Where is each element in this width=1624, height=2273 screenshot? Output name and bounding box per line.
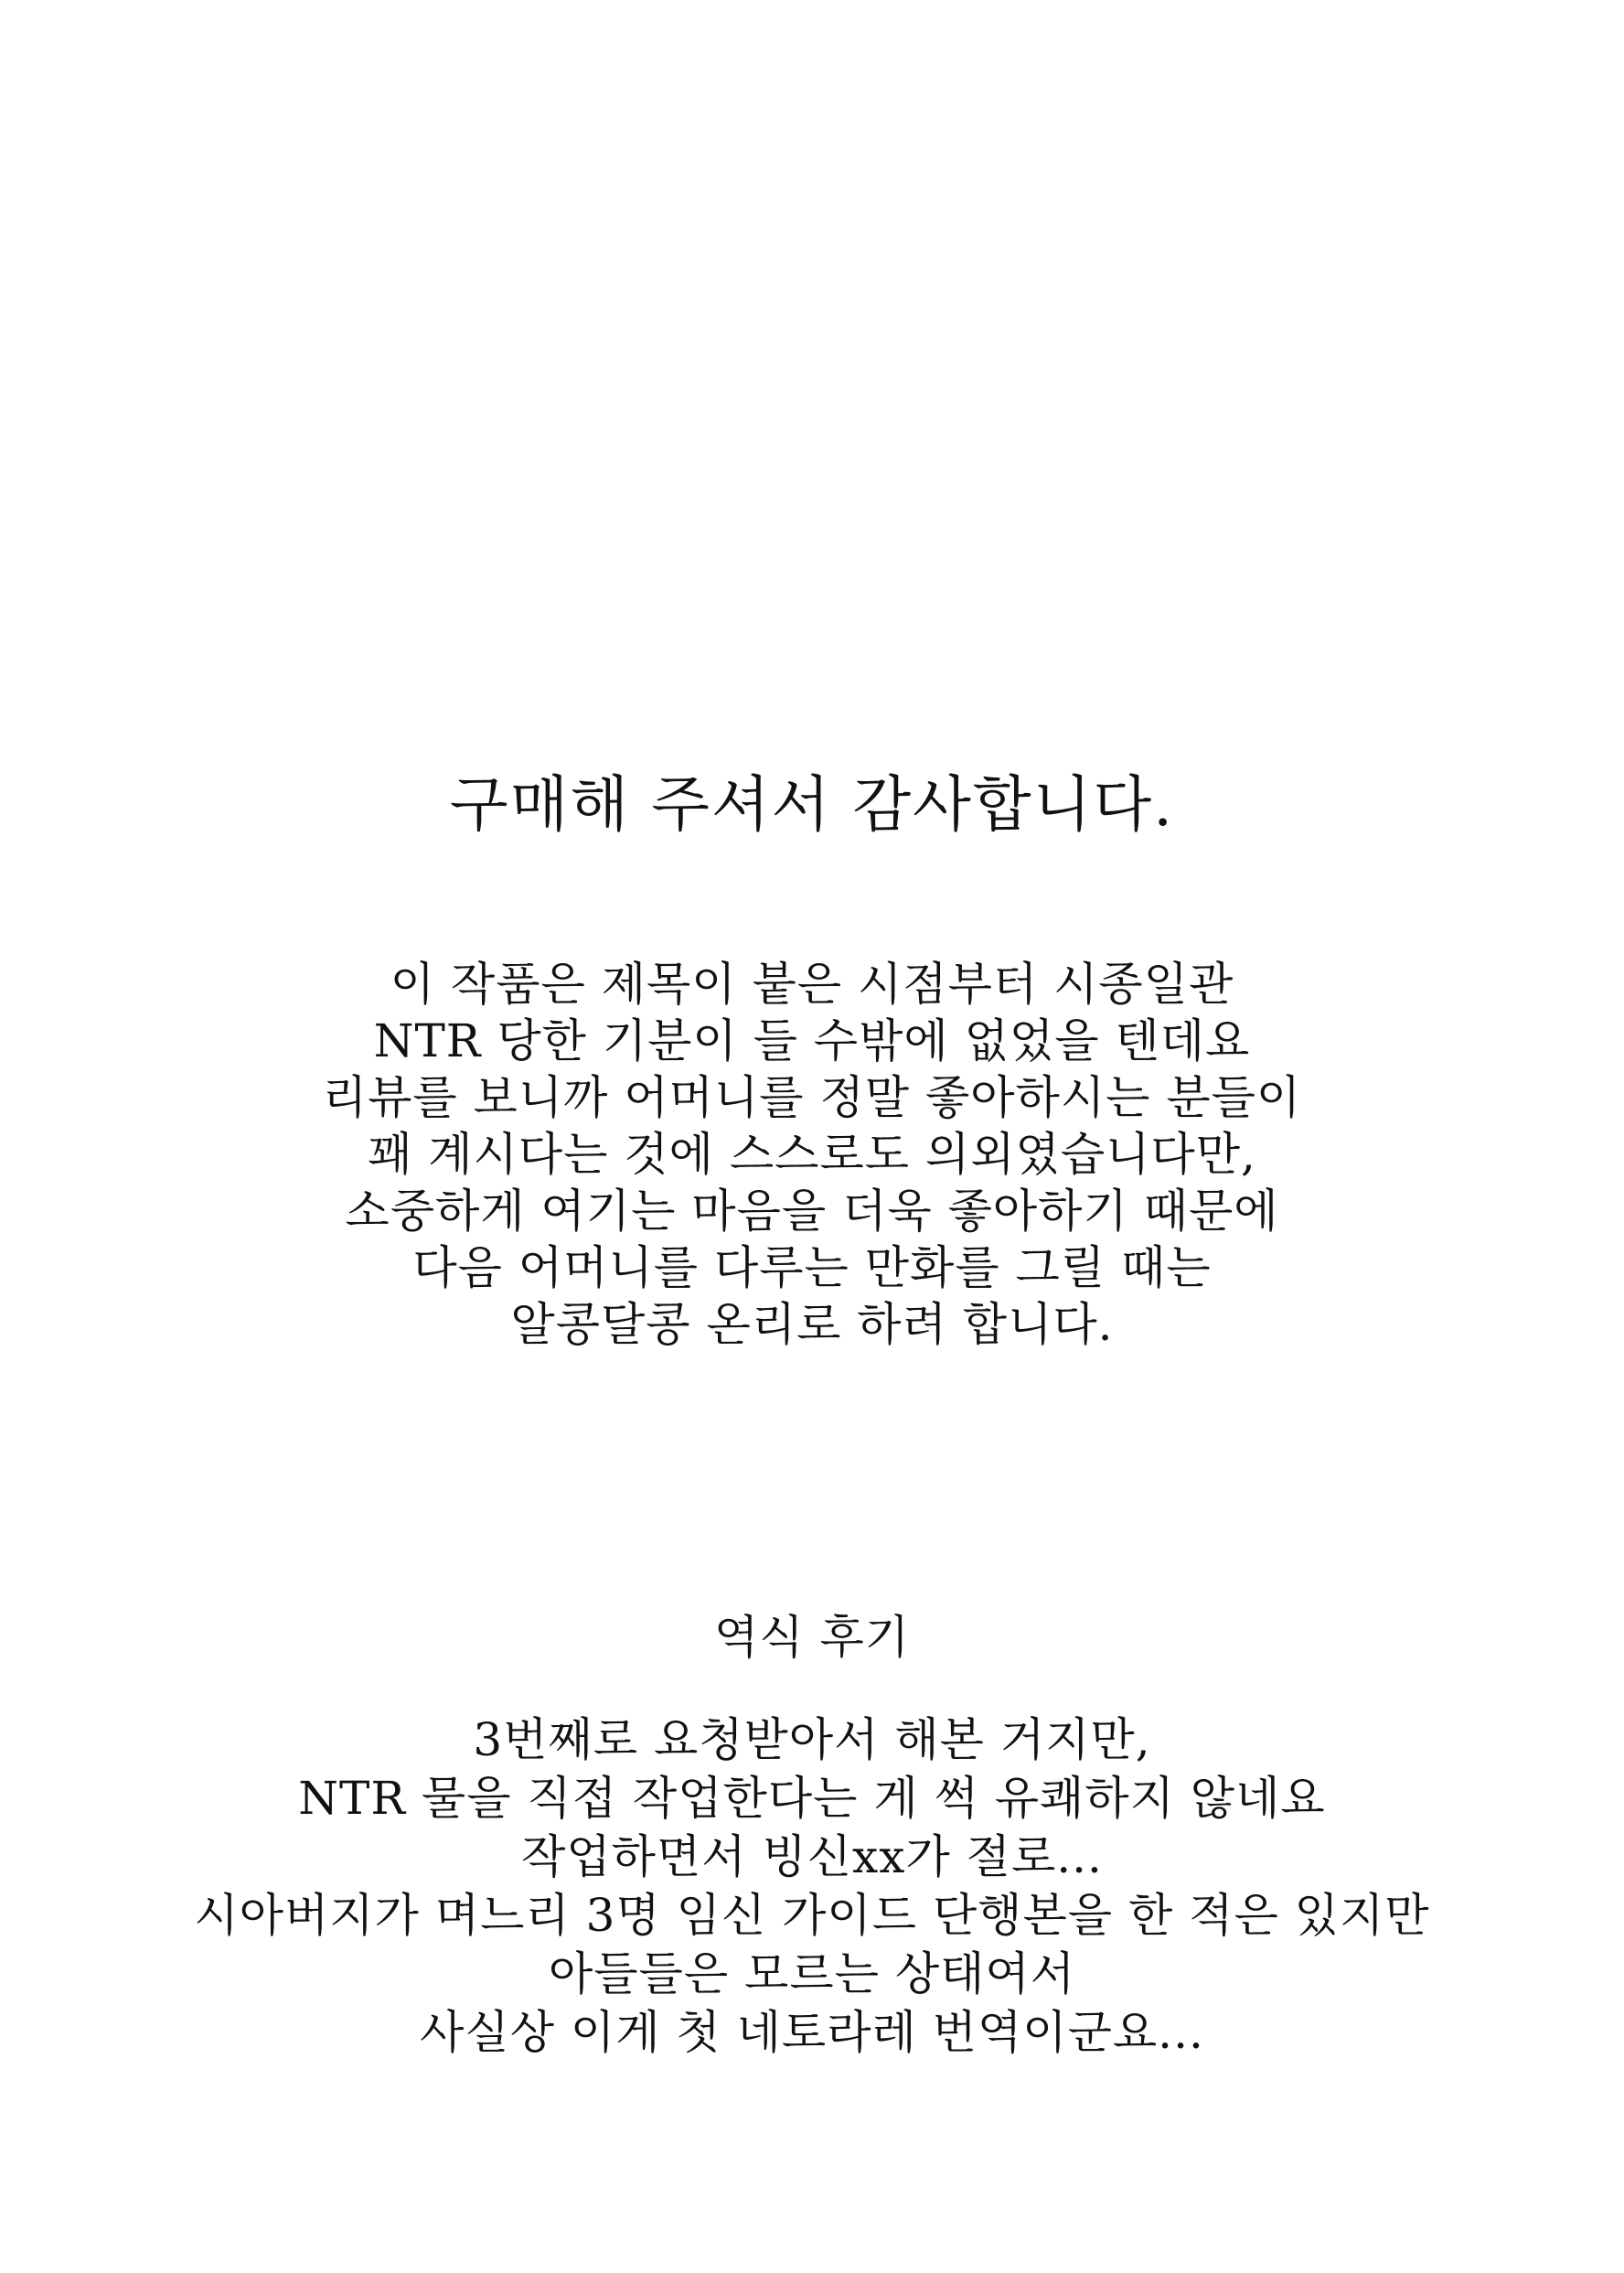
- notes-line: 사실상 이게 첫 네토라레 번역이군요...: [420, 2006, 1204, 2059]
- message-line: 리뷰를 보니까 어머니를 정말 좋아하시는 분들이: [322, 1071, 1302, 1124]
- message-line: 꽤 계시다는 것에 스스로도 의외였습니다만,: [368, 1128, 1256, 1181]
- message-line: 알콩달콩 온리로 하려 합니다.: [510, 1298, 1114, 1351]
- notes-line: 아들들은 모르는 상태여서: [548, 1947, 1076, 2000]
- translator-notes-heading: 역식 후기: [713, 1611, 911, 1664]
- translator-notes: [0, 1710, 1624, 2062]
- notes-line: 시아버지가 며느리 3명 임신 가이드 단행본을 한 적은 있지만: [194, 1889, 1430, 1942]
- page-title: 구매해 주셔서 감사합니다.: [449, 769, 1175, 840]
- notes-line: 3번째로 요청받아서 해본 거지만,: [473, 1713, 1151, 1766]
- notes-line: NTR 물을 직접 작업한다는 게 썩 유쾌하지 않네요: [298, 1772, 1326, 1825]
- message-line: 다음 어머니를 다루는 만화를 그릴 때는: [412, 1241, 1212, 1294]
- message-line: NTR 당한 기분이 들 수밖에 없었을 텐데요: [373, 1014, 1251, 1067]
- message-line: 소중하게 여기는 마음을 더욱 좋아하기 때문에: [345, 1185, 1279, 1238]
- afterword-message: [0, 956, 1624, 1353]
- notes-line: 작업하면서 빙신xx가 절로...: [521, 1830, 1103, 1883]
- message-line: 이 작품은 제목이 붙은 시점부터 시종일관: [390, 958, 1234, 1011]
